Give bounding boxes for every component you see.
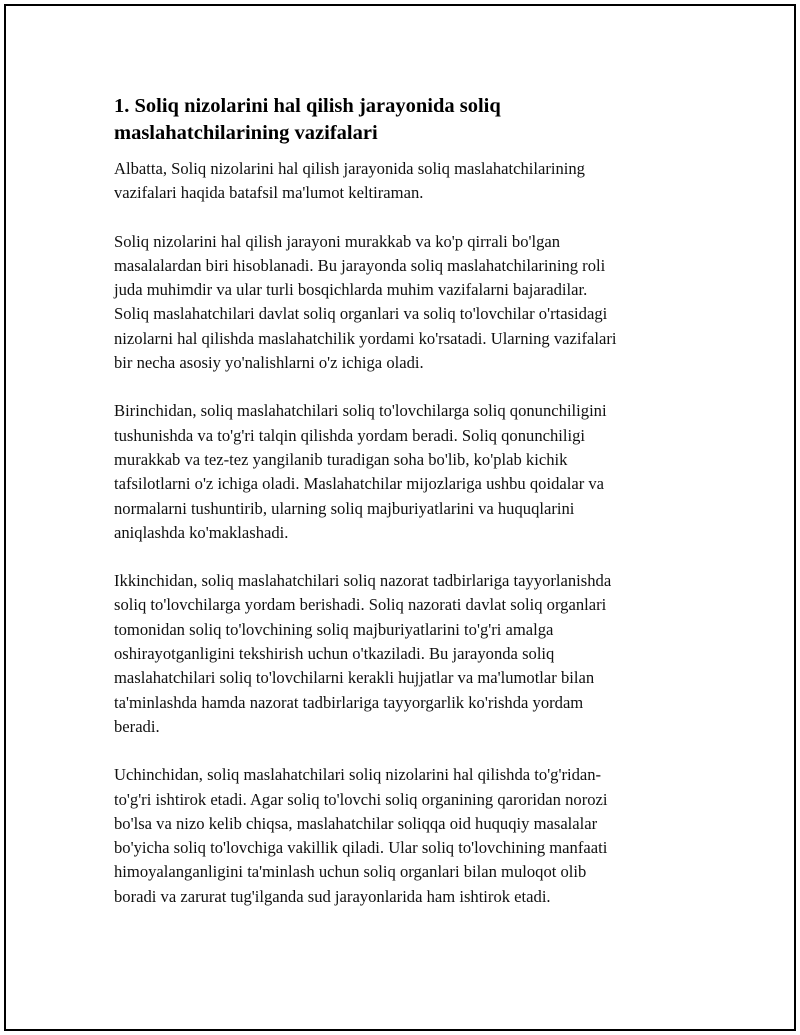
paragraph-second: Ikkinchidan, soliq maslahatchilari soliq nazorat tadbirlariga tayyorlanishda soliq to'lovchilarga yordam berishadi. Soliq nazorati davlat soliq organlari tomonidan soliq to'lovchining soliq majburiyatlarini to'g'ri amalga oshirayotganligini tekshirish uchun o'tkaziladi. Bu jarayonda soliq maslahatchilari soliq to'lovchilarni kerakli hujjatlar va ma'lumotlar bilan ta'minlashda hamda nazorat tadbirlariga tayyorgarlik ko'rishda yordam beradi. [114, 571, 612, 736]
paragraph-overview: Soliq nizolarini hal qilish jarayoni murakkab va ko'p qirrali bo'lgan masalalardan biri hisoblanadi. Bu jarayonda soliq maslahatchilarining roli juda muhimdir va ular turli bosqichlarda muhim vazifalarni bajaradilar. Soliq maslahatchilari davlat soliq organlari va soliq to'lovchilar o'rtasidagi nizolarni hal qilishda maslahatchilik yordami ko'rsatadi. Ularning vazifalari bir necha asosiy yo'nalishlarni o'z ichiga oladi. [114, 231, 617, 373]
paragraph-first: Birinchidan, soliq maslahatchilari soliq to'lovchilarga soliq qonunchiligini tushunishda va to'g'ri talqin qilishda yordam beradi. Soliq qonunchiligi murakkab va tez-tez yangilanib turadigan soha bo'lib, ko'plab kichik tafsilotlarni o'z ichiga oladi. Maslahatchilar mijozlariga ushbu qoidalar va normalarni tushuntirib, ularning soliq majburiyatlarini va huquqlarini aniqlashda ko'maklashadi. [114, 401, 607, 542]
document-body [114, 93, 684, 933]
paragraph-intro: Albatta, Soliq nizolarini hal qilish jarayonida soliq maslahatchilarining vazifalari haqida batafsil ma'lumot keltiraman. [114, 159, 585, 203]
paragraph-third: Uchinchidan, soliq maslahatchilari soliq nizolarini hal qilishda to'g'ridan- to'g'ri ishtirok etadi. Agar soliq to'lovchi soliq organining qaroridan norozi bo'lsa va nizo kelib chiqsa, maslahatchilar soliqqa oid huquqiy masalalar bo'yicha soliq to'lovchiga vakillik qiladi. Ular soliq to'lovchining manfaati himoyalanganligini ta'minlash uchun soliq organlari bilan muloqot olib boradi va zarurat tug'ilganda sud jarayonlarida ham ishtirok etadi. [114, 765, 608, 906]
document-title: 1. Soliq nizolarini hal qilish jarayonida soliq maslahatchilarining vazifalari [114, 95, 501, 144]
